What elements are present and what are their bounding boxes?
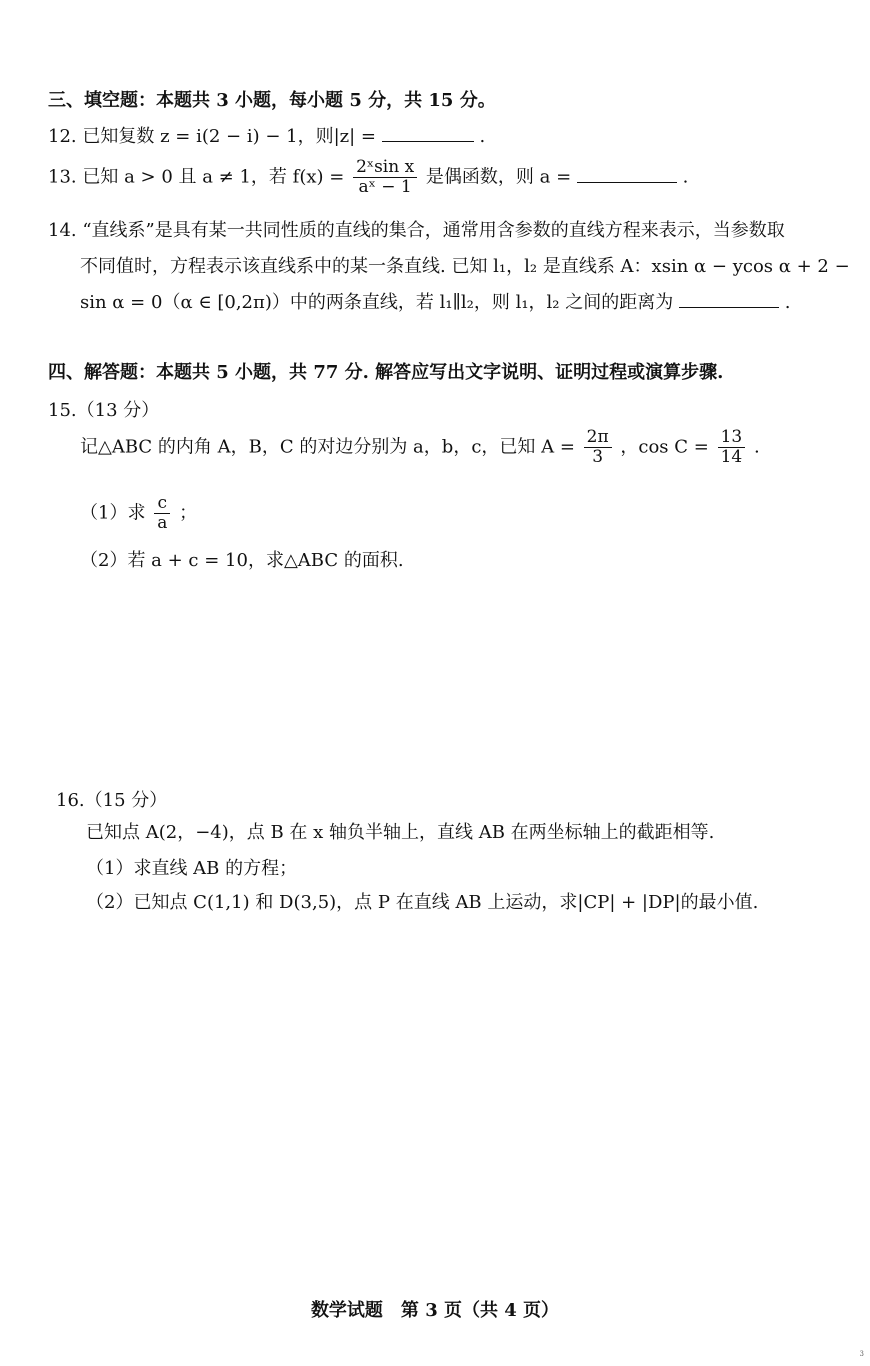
- page-footer: 数学试题 第 3 页（共 4 页）: [310, 1300, 560, 1321]
- question-14-line-3: [80, 288, 790, 314]
- q14-line-3: sin α = 0（α ∈ [0,2π)）中的两条直线，若 l₁∥l₂，则 l₁，l₂ 之间的距离为: [80, 292, 674, 313]
- q15-cos-fraction: [718, 428, 746, 467]
- q14-tail: .: [784, 292, 791, 313]
- q14-answer-blank: [679, 293, 779, 308]
- corner-page-mark: 3: [859, 1350, 864, 1358]
- q15-part1-fraction: [154, 494, 170, 533]
- q15-part1-denominator: a: [157, 513, 168, 533]
- q13-fraction: [353, 158, 417, 197]
- q12-tail: .: [479, 126, 486, 147]
- question-13: [48, 158, 688, 197]
- q15-cos-denominator: 14: [720, 447, 743, 467]
- q15-angle-fraction: [584, 428, 612, 467]
- q15-angle-numerator: 2π: [584, 428, 612, 448]
- q13-answer-blank: [577, 168, 677, 183]
- q13-tail: .: [682, 166, 689, 188]
- q15-part-2: （2）若 a + c = 10，求△ABC 的面积.: [80, 550, 404, 571]
- q16-part-2: （2）已知点 C(1,1) 和 D(3,5)，点 P 在直线 AB 上运动，求|CP| + |DP|的最小值.: [86, 892, 759, 913]
- q12-answer-blank: [382, 127, 474, 142]
- q12-text: 12. 已知复数 z = i(2 − i) − 1，则|z| =: [48, 126, 377, 147]
- question-12: [48, 122, 485, 148]
- q16-header: 16.（15 分）: [56, 790, 168, 811]
- q15-stem-mid: ，cos C =: [620, 436, 709, 458]
- q16-part-1: （1）求直线 AB 的方程；: [86, 858, 298, 879]
- q14-line-2: 不同值时，方程表示该直线系中的某一条直线. 已知 l₁，l₂ 是直线系 A：xsin α − ycos α + 2 −: [80, 256, 850, 277]
- section-3-heading: 三、填空题：本题共 3 小题，每小题 5 分，共 15 分。: [48, 90, 496, 111]
- q15-stem: [80, 428, 760, 467]
- q15-part1-tail: ；: [179, 502, 198, 524]
- section-4-heading: 四、解答题：本题共 5 小题，共 77 分. 解答应写出文字说明、证明过程或演算步骤.: [48, 362, 724, 383]
- q13-fraction-numerator: 2ˣsin x: [353, 158, 417, 178]
- q15-part1-prefix: （1）求: [80, 502, 146, 524]
- q15-cos-numerator: 13: [718, 428, 746, 448]
- q14-line-1: 14. “直线系”是具有某一共同性质的直线的集合，通常用含参数的直线方程来表示，当参数取: [48, 220, 785, 241]
- q15-header: 15.（13 分）: [48, 400, 160, 421]
- q15-angle-denominator: 3: [592, 447, 604, 467]
- q15-part1-numerator: c: [154, 494, 170, 514]
- q13-fraction-denominator: aˣ − 1: [358, 177, 412, 197]
- q16-stem: 已知点 A(2，−4)，点 B 在 x 轴负半轴上，直线 AB 在两坐标轴上的截距相等.: [86, 822, 715, 843]
- q15-part-1: [80, 494, 197, 533]
- q15-stem-prefix: 记△ABC 的内角 A，B，C 的对边分别为 a，b，c，已知 A =: [80, 436, 575, 458]
- q13-prefix: 13. 已知 a > 0 且 a ≠ 1，若 f(x) =: [48, 166, 345, 188]
- q15-stem-tail: .: [753, 436, 760, 458]
- q13-suffix: 是偶函数，则 a =: [425, 166, 572, 188]
